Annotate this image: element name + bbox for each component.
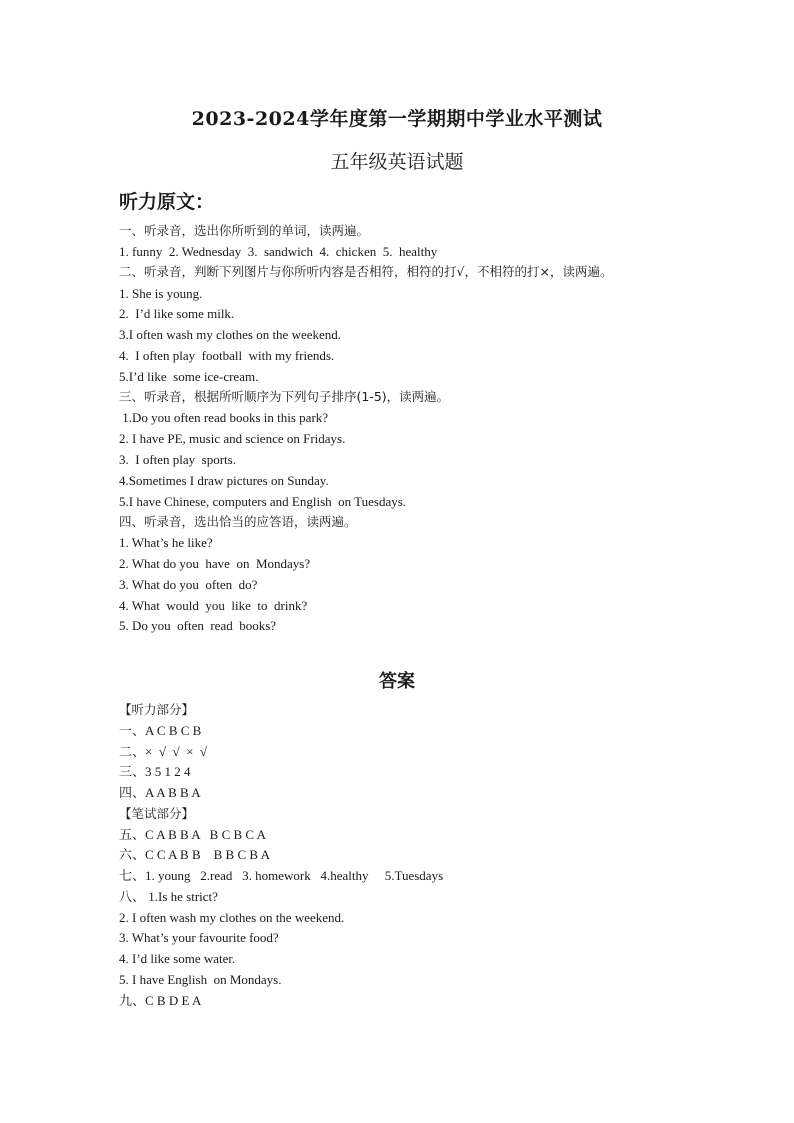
listening-line: 1. What’s he like? — [119, 535, 213, 550]
listening-line: 三、听录音，根据所听顺序为下列句子排序(1-5)，读两遍。 — [119, 389, 450, 404]
listening-line: 1. funny 2. Wednesday 3. sandwich 4. chicken 5. healthy — [119, 244, 438, 259]
document-subtitle: 五年级英语试题 — [330, 151, 464, 173]
listening-line: 4. I often play football with my friends. — [119, 348, 335, 363]
answer-line: 2. I often wash my clothes on the weekend. — [119, 910, 345, 925]
listening-line: 4.Sometimes I draw pictures on Sunday. — [119, 473, 329, 488]
answer-line: 一、A C B C B — [119, 723, 202, 738]
answer-line: 3. What’s your favourite food? — [119, 930, 279, 945]
answer-line: 七、1. young 2.read 3. homework 4.healthy 5.Tuesdays — [119, 868, 444, 883]
answer-line: 二、× √ √ × √ — [119, 744, 208, 759]
listening-line: 1.Do you often read books in this park? — [119, 410, 329, 425]
answer-line: 【听力部分】 — [119, 702, 195, 717]
listening-line: 5.I have Chinese, computers and English on Tuesdays. — [119, 494, 407, 509]
answer-line: 4. I’d like some water. — [119, 951, 236, 966]
listening-line: 2. I have PE, music and science on Fridays. — [119, 431, 346, 446]
listening-line: 四、听录音，选出恰当的应答语，读两遍。 — [119, 514, 357, 529]
listening-line: 5.I’d like some ice-cream. — [119, 369, 259, 384]
listening-heading: 听力原文： — [119, 191, 215, 213]
answer-line: 5. I have English on Mondays. — [119, 972, 282, 987]
listening-line: 一、听录音，选出你所听到的单词，读两遍。 — [119, 223, 370, 238]
listening-line: 3.I often wash my clothes on the weekend. — [119, 327, 342, 342]
listening-line: 3. I often play sports. — [119, 452, 236, 467]
answer-line: 三、3 5 1 2 4 — [119, 764, 191, 779]
answer-line: 【笔试部分】 — [119, 806, 195, 821]
document-title: 2023-2024学年度第一学期期中学业水平测试 — [191, 108, 603, 130]
listening-line: 5. Do you often read books? — [119, 618, 277, 633]
listening-line: 3. What do you often do? — [119, 577, 258, 592]
answer-line: 九、C B D E A — [119, 993, 202, 1008]
listening-line: 2. What do you have on Mondays? — [119, 556, 311, 571]
answer-line: 八、 1.Is he strict? — [119, 889, 218, 904]
listening-line: 4. What would you like to drink? — [119, 598, 308, 613]
listening-line: 2. I’d like some milk. — [119, 306, 235, 321]
answer-line: 四、A A B B A — [119, 785, 201, 800]
listening-line: 1. She is young. — [119, 286, 203, 301]
answers-heading: 答案 — [379, 671, 415, 692]
answer-line: 六、C C A B B B B C B A — [119, 847, 270, 862]
answer-line: 五、C A B B A B C B C A — [119, 827, 267, 842]
listening-line: 二、听录音，判断下列图片与你所听内容是否相符，相符的打√，不相符的打×，读两遍。 — [119, 264, 613, 279]
